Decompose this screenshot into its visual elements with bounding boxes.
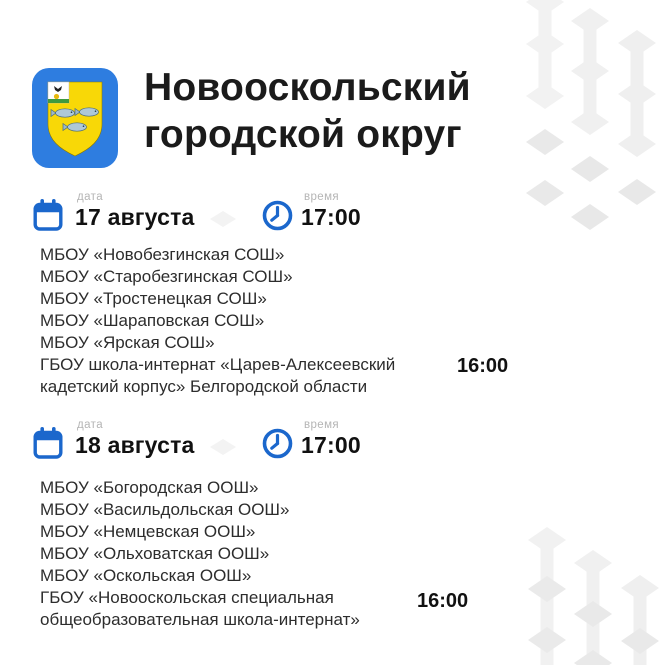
school-item: ГБОУ «Новооскольская специальная общеобразовательная школа-интернат» — [40, 588, 360, 629]
school-item: МБОУ «Немцевская ООШ» — [40, 522, 256, 541]
school-item: МБОУ «Васильдольская ООШ» — [40, 500, 290, 519]
school-item: МБОУ «Ярская СОШ» — [40, 333, 215, 352]
session-date: 18 августа — [75, 432, 195, 458]
time-label: время — [304, 419, 340, 431]
school-list — [40, 244, 472, 398]
special-time-badge: 16:00 — [457, 355, 509, 377]
school-item: ГБОУ школа-интернат «Царев-Алексеевский кадетский корпус» Белгородской области — [40, 355, 396, 396]
clock-icon — [262, 200, 293, 231]
session-header — [0, 418, 665, 468]
session-time: 17:00 — [301, 432, 361, 458]
coat-of-arms-emblem — [32, 68, 118, 168]
calendar-icon — [33, 427, 63, 460]
school-item: МБОУ «Новобезгинская СОШ» — [40, 245, 285, 264]
clock-icon — [262, 428, 293, 459]
date-label: дата — [77, 191, 103, 203]
time-label: время — [304, 191, 340, 203]
school-list — [40, 477, 472, 631]
session-header — [0, 190, 665, 240]
date-label: дата — [77, 419, 103, 431]
school-item: МБОУ «Тростенецкая СОШ» — [40, 289, 267, 308]
school-item: МБОУ «Оскольская ООШ» — [40, 566, 252, 585]
title-line-1: Новооскольский — [144, 66, 471, 109]
special-time-badge: 16:00 — [417, 590, 469, 612]
diamond-pattern-bottom-right — [495, 500, 665, 665]
school-item: МБОУ «Ольховатская ООШ» — [40, 544, 270, 563]
school-item: МБОУ «Шараповская СОШ» — [40, 311, 265, 330]
session-time: 17:00 — [301, 204, 361, 230]
school-item: МБОУ «Богородская ООШ» — [40, 478, 259, 497]
title-line-2: городской округ — [144, 113, 462, 156]
calendar-icon — [33, 199, 63, 232]
page-title — [144, 64, 471, 158]
school-item: МБОУ «Старобезгинская СОШ» — [40, 267, 293, 286]
session-date: 17 августа — [75, 204, 195, 230]
